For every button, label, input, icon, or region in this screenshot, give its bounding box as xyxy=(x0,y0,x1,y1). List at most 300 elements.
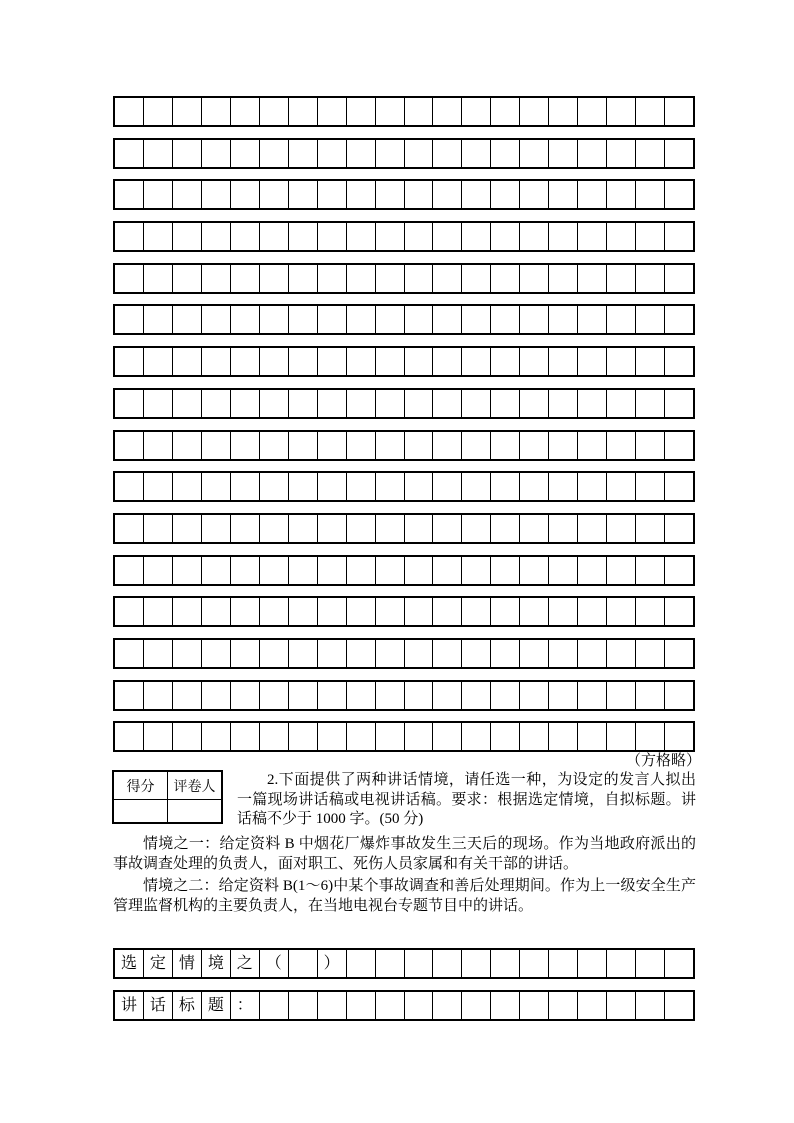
answer-grid-cell[interactable] xyxy=(115,98,143,125)
answer-grid-cell[interactable] xyxy=(461,348,490,375)
selected-scenario-cell[interactable] xyxy=(375,950,404,977)
answer-grid-cell[interactable] xyxy=(490,98,519,125)
answer-grid-cell[interactable] xyxy=(548,473,577,500)
answer-grid-cell[interactable] xyxy=(432,473,461,500)
selected-scenario-cell[interactable] xyxy=(432,950,461,977)
answer-grid-cell[interactable] xyxy=(143,223,172,250)
answer-grid-cell[interactable] xyxy=(432,723,461,750)
answer-grid-cell[interactable] xyxy=(461,306,490,333)
answer-grid-cell[interactable] xyxy=(519,140,548,167)
answer-grid-cell[interactable] xyxy=(288,140,317,167)
answer-grid-cell[interactable] xyxy=(230,265,259,292)
answer-grid-cell[interactable] xyxy=(346,598,375,625)
speech-title-cell[interactable] xyxy=(346,992,375,1019)
answer-grid-cell[interactable] xyxy=(172,432,201,459)
answer-grid-cell[interactable] xyxy=(375,432,404,459)
selected-scenario-cell[interactable]: 之 xyxy=(230,950,259,977)
answer-grid-cell[interactable] xyxy=(577,723,606,750)
answer-grid-cell[interactable] xyxy=(664,223,693,250)
answer-grid-cell[interactable] xyxy=(230,390,259,417)
answer-grid-cell[interactable] xyxy=(606,473,635,500)
answer-grid-cell[interactable] xyxy=(490,265,519,292)
answer-grid-cell[interactable] xyxy=(259,181,288,208)
answer-grid-cell[interactable] xyxy=(490,432,519,459)
answer-grid-cell[interactable] xyxy=(143,390,172,417)
answer-grid-cell[interactable] xyxy=(432,432,461,459)
answer-grid-cell[interactable] xyxy=(490,682,519,709)
answer-grid-cell[interactable] xyxy=(432,682,461,709)
answer-grid-cell[interactable] xyxy=(317,181,346,208)
answer-grid-cell[interactable] xyxy=(375,348,404,375)
answer-grid-cell[interactable] xyxy=(115,140,143,167)
answer-grid-cell[interactable] xyxy=(606,390,635,417)
answer-grid-cell[interactable] xyxy=(143,306,172,333)
answer-grid-cell[interactable] xyxy=(519,98,548,125)
answer-grid-cell[interactable] xyxy=(288,265,317,292)
answer-grid-cell[interactable] xyxy=(404,348,433,375)
answer-grid-cell[interactable] xyxy=(317,140,346,167)
answer-grid-cell[interactable] xyxy=(259,306,288,333)
answer-grid-cell[interactable] xyxy=(317,265,346,292)
answer-grid-cell[interactable] xyxy=(230,682,259,709)
answer-grid-cell[interactable] xyxy=(317,557,346,584)
speech-title-cell[interactable] xyxy=(577,992,606,1019)
speech-title-cell[interactable]: 话 xyxy=(143,992,172,1019)
answer-grid-cell[interactable] xyxy=(432,98,461,125)
answer-grid-cell[interactable] xyxy=(115,265,143,292)
answer-grid-cell[interactable] xyxy=(288,390,317,417)
answer-grid-cell[interactable] xyxy=(548,640,577,667)
answer-grid-cell[interactable] xyxy=(606,682,635,709)
answer-grid-cell[interactable] xyxy=(519,265,548,292)
answer-grid-cell[interactable] xyxy=(432,640,461,667)
answer-grid-cell[interactable] xyxy=(461,181,490,208)
answer-grid-cell[interactable] xyxy=(201,473,230,500)
answer-grid-cell[interactable] xyxy=(664,181,693,208)
answer-grid-cell[interactable] xyxy=(635,515,664,542)
answer-grid-cell[interactable] xyxy=(519,181,548,208)
answer-grid-cell[interactable] xyxy=(606,723,635,750)
answer-grid-cell[interactable] xyxy=(143,515,172,542)
answer-grid-cell[interactable] xyxy=(346,682,375,709)
answer-grid-cell[interactable] xyxy=(461,98,490,125)
answer-grid-cell[interactable] xyxy=(490,473,519,500)
answer-grid-cell[interactable] xyxy=(346,348,375,375)
answer-grid-cell[interactable] xyxy=(548,557,577,584)
speech-title-cell[interactable] xyxy=(404,992,433,1019)
answer-grid-cell[interactable] xyxy=(635,98,664,125)
answer-grid-cell[interactable] xyxy=(548,515,577,542)
answer-grid-cell[interactable] xyxy=(432,348,461,375)
answer-grid-cell[interactable] xyxy=(115,557,143,584)
answer-grid-cell[interactable] xyxy=(490,348,519,375)
answer-grid-cell[interactable] xyxy=(288,223,317,250)
answer-grid-cell[interactable] xyxy=(201,682,230,709)
answer-grid-cell[interactable] xyxy=(230,432,259,459)
selected-scenario-cell[interactable]: 定 xyxy=(143,950,172,977)
answer-grid-cell[interactable] xyxy=(461,390,490,417)
answer-grid-cell[interactable] xyxy=(548,723,577,750)
answer-grid-cell[interactable] xyxy=(375,598,404,625)
answer-grid-cell[interactable] xyxy=(346,98,375,125)
answer-grid-cell[interactable] xyxy=(288,98,317,125)
speech-title-cell[interactable] xyxy=(664,992,693,1019)
answer-grid-cell[interactable] xyxy=(288,432,317,459)
answer-grid-cell[interactable] xyxy=(432,390,461,417)
speech-title-cell[interactable] xyxy=(259,992,288,1019)
answer-grid-cell[interactable] xyxy=(346,181,375,208)
answer-grid-cell[interactable] xyxy=(259,557,288,584)
answer-grid-cell[interactable] xyxy=(461,265,490,292)
selected-scenario-cell[interactable]: （ xyxy=(259,950,288,977)
answer-grid-cell[interactable] xyxy=(548,306,577,333)
answer-grid-cell[interactable] xyxy=(404,265,433,292)
answer-grid-cell[interactable] xyxy=(577,223,606,250)
answer-grid-cell[interactable] xyxy=(230,181,259,208)
answer-grid-cell[interactable] xyxy=(606,515,635,542)
answer-grid-cell[interactable] xyxy=(404,515,433,542)
answer-grid-cell[interactable] xyxy=(432,181,461,208)
answer-grid-cell[interactable] xyxy=(577,140,606,167)
answer-grid-cell[interactable] xyxy=(172,265,201,292)
answer-grid-cell[interactable] xyxy=(490,515,519,542)
answer-grid-cell[interactable] xyxy=(143,473,172,500)
answer-grid-cell[interactable] xyxy=(115,348,143,375)
answer-grid-cell[interactable] xyxy=(461,640,490,667)
answer-grid-cell[interactable] xyxy=(404,682,433,709)
answer-grid-cell[interactable] xyxy=(519,682,548,709)
answer-grid-cell[interactable] xyxy=(519,432,548,459)
answer-grid-cell[interactable] xyxy=(143,348,172,375)
selected-scenario-cell[interactable] xyxy=(606,950,635,977)
answer-grid-cell[interactable] xyxy=(432,557,461,584)
grader-value-cell[interactable] xyxy=(168,800,223,824)
answer-grid-cell[interactable] xyxy=(317,682,346,709)
answer-grid-cell[interactable] xyxy=(172,98,201,125)
answer-grid-cell[interactable] xyxy=(115,306,143,333)
answer-grid-cell[interactable] xyxy=(259,98,288,125)
answer-grid-cell[interactable] xyxy=(461,682,490,709)
speech-title-cell[interactable]: ： xyxy=(230,992,259,1019)
answer-grid-cell[interactable] xyxy=(230,723,259,750)
answer-grid-cell[interactable] xyxy=(115,223,143,250)
answer-grid-cell[interactable] xyxy=(172,640,201,667)
answer-grid-cell[interactable] xyxy=(346,723,375,750)
answer-grid-cell[interactable] xyxy=(635,181,664,208)
answer-grid-cell[interactable] xyxy=(635,140,664,167)
answer-grid-cell[interactable] xyxy=(115,432,143,459)
answer-grid-cell[interactable] xyxy=(577,682,606,709)
answer-grid-cell[interactable] xyxy=(519,390,548,417)
answer-grid-cell[interactable] xyxy=(664,265,693,292)
answer-grid-cell[interactable] xyxy=(432,265,461,292)
answer-grid-cell[interactable] xyxy=(606,265,635,292)
answer-grid-cell[interactable] xyxy=(143,181,172,208)
answer-grid-cell[interactable] xyxy=(577,390,606,417)
speech-title-cell[interactable] xyxy=(375,992,404,1019)
answer-grid-cell[interactable] xyxy=(461,432,490,459)
answer-grid-cell[interactable] xyxy=(115,723,143,750)
answer-grid-cell[interactable] xyxy=(115,682,143,709)
answer-grid-cell[interactable] xyxy=(143,598,172,625)
answer-grid-cell[interactable] xyxy=(519,515,548,542)
answer-grid-cell[interactable] xyxy=(519,473,548,500)
answer-grid-cell[interactable] xyxy=(404,723,433,750)
answer-grid-cell[interactable] xyxy=(172,306,201,333)
answer-grid-cell[interactable] xyxy=(404,640,433,667)
answer-grid-cell[interactable] xyxy=(375,682,404,709)
answer-grid-cell[interactable] xyxy=(432,223,461,250)
answer-grid-cell[interactable] xyxy=(461,598,490,625)
selected-scenario-cell[interactable] xyxy=(288,950,317,977)
answer-grid-cell[interactable] xyxy=(346,473,375,500)
answer-grid-cell[interactable] xyxy=(230,640,259,667)
answer-grid-cell[interactable] xyxy=(201,306,230,333)
answer-grid-cell[interactable] xyxy=(230,223,259,250)
answer-grid-cell[interactable] xyxy=(172,473,201,500)
answer-grid-cell[interactable] xyxy=(259,640,288,667)
answer-grid-cell[interactable] xyxy=(606,98,635,125)
answer-grid-cell[interactable] xyxy=(635,598,664,625)
answer-grid-cell[interactable] xyxy=(115,390,143,417)
answer-grid-cell[interactable] xyxy=(432,306,461,333)
answer-grid-cell[interactable] xyxy=(664,140,693,167)
answer-grid-cell[interactable] xyxy=(346,390,375,417)
answer-grid-cell[interactable] xyxy=(375,473,404,500)
answer-grid-cell[interactable] xyxy=(432,515,461,542)
answer-grid-cell[interactable] xyxy=(288,682,317,709)
answer-grid-cell[interactable] xyxy=(577,557,606,584)
answer-grid-cell[interactable] xyxy=(317,390,346,417)
answer-grid-cell[interactable] xyxy=(606,140,635,167)
answer-grid-cell[interactable] xyxy=(172,348,201,375)
answer-grid-cell[interactable] xyxy=(201,181,230,208)
selected-scenario-cell[interactable] xyxy=(346,950,375,977)
answer-grid-cell[interactable] xyxy=(230,557,259,584)
answer-grid-cell[interactable] xyxy=(375,640,404,667)
answer-grid-cell[interactable] xyxy=(404,473,433,500)
speech-title-cell[interactable]: 讲 xyxy=(120,997,137,1014)
answer-grid-cell[interactable] xyxy=(259,223,288,250)
speech-title-cell[interactable] xyxy=(548,992,577,1019)
answer-grid-cell[interactable] xyxy=(201,390,230,417)
answer-grid-cell[interactable] xyxy=(230,348,259,375)
answer-grid-cell[interactable] xyxy=(519,640,548,667)
answer-grid-cell[interactable] xyxy=(346,515,375,542)
answer-grid-cell[interactable] xyxy=(259,598,288,625)
answer-grid-cell[interactable] xyxy=(288,723,317,750)
answer-grid-cell[interactable] xyxy=(404,306,433,333)
answer-grid-cell[interactable] xyxy=(461,515,490,542)
answer-grid-cell[interactable] xyxy=(201,515,230,542)
answer-grid-cell[interactable] xyxy=(664,557,693,584)
speech-title-cell[interactable] xyxy=(317,992,346,1019)
answer-grid-cell[interactable] xyxy=(346,557,375,584)
answer-grid-cell[interactable] xyxy=(664,473,693,500)
answer-grid-cell[interactable] xyxy=(461,473,490,500)
speech-title-cell[interactable] xyxy=(606,992,635,1019)
answer-grid-cell[interactable] xyxy=(432,140,461,167)
answer-grid-cell[interactable] xyxy=(577,306,606,333)
answer-grid-cell[interactable] xyxy=(548,348,577,375)
answer-grid-cell[interactable] xyxy=(548,390,577,417)
answer-grid-cell[interactable] xyxy=(519,723,548,750)
answer-grid-cell[interactable] xyxy=(143,557,172,584)
answer-grid-cell[interactable] xyxy=(317,348,346,375)
answer-grid-cell[interactable] xyxy=(375,223,404,250)
answer-grid-cell[interactable] xyxy=(317,432,346,459)
selected-scenario-cell[interactable] xyxy=(461,950,490,977)
answer-grid-cell[interactable] xyxy=(519,557,548,584)
answer-grid-cell[interactable] xyxy=(375,557,404,584)
answer-grid-cell[interactable] xyxy=(548,432,577,459)
answer-grid-cell[interactable] xyxy=(548,181,577,208)
answer-grid-cell[interactable] xyxy=(172,140,201,167)
answer-grid-cell[interactable] xyxy=(577,98,606,125)
selected-scenario-cell[interactable] xyxy=(519,950,548,977)
answer-grid-cell[interactable] xyxy=(404,223,433,250)
answer-grid-cell[interactable] xyxy=(115,640,143,667)
selected-scenario-cell[interactable]: 境 xyxy=(201,950,230,977)
answer-grid-cell[interactable] xyxy=(143,640,172,667)
answer-grid-cell[interactable] xyxy=(317,598,346,625)
answer-grid-cell[interactable] xyxy=(404,181,433,208)
answer-grid-cell[interactable] xyxy=(172,390,201,417)
answer-grid-cell[interactable] xyxy=(664,723,693,750)
speech-title-cell[interactable]: 题 xyxy=(201,992,230,1019)
answer-grid-cell[interactable] xyxy=(461,557,490,584)
answer-grid-cell[interactable] xyxy=(548,98,577,125)
selected-scenario-cell[interactable]: 情 xyxy=(172,950,201,977)
answer-grid-cell[interactable] xyxy=(346,640,375,667)
answer-grid-cell[interactable] xyxy=(519,223,548,250)
answer-grid-cell[interactable] xyxy=(375,515,404,542)
answer-grid-cell[interactable] xyxy=(172,515,201,542)
answer-grid-cell[interactable] xyxy=(519,348,548,375)
answer-grid-cell[interactable] xyxy=(172,223,201,250)
answer-grid-cell[interactable] xyxy=(548,223,577,250)
answer-grid-cell[interactable] xyxy=(635,265,664,292)
answer-grid-cell[interactable] xyxy=(346,223,375,250)
answer-grid-cell[interactable] xyxy=(577,348,606,375)
answer-grid-cell[interactable] xyxy=(115,181,143,208)
speech-title-cell[interactable] xyxy=(432,992,461,1019)
answer-grid-cell[interactable] xyxy=(317,306,346,333)
answer-grid-cell[interactable] xyxy=(172,557,201,584)
speech-title-cell[interactable] xyxy=(635,992,664,1019)
answer-grid-cell[interactable] xyxy=(288,181,317,208)
answer-grid-cell[interactable] xyxy=(172,181,201,208)
answer-grid-cell[interactable] xyxy=(115,473,143,500)
answer-grid-cell[interactable] xyxy=(375,723,404,750)
answer-grid-cell[interactable] xyxy=(346,432,375,459)
answer-grid-cell[interactable] xyxy=(664,640,693,667)
answer-grid-cell[interactable] xyxy=(519,306,548,333)
answer-grid-cell[interactable] xyxy=(664,306,693,333)
answer-grid-cell[interactable] xyxy=(664,432,693,459)
answer-grid-cell[interactable] xyxy=(606,348,635,375)
answer-grid-cell[interactable] xyxy=(606,598,635,625)
answer-grid-cell[interactable] xyxy=(259,140,288,167)
answer-grid-cell[interactable] xyxy=(635,223,664,250)
answer-grid-cell[interactable] xyxy=(288,306,317,333)
answer-grid-cell[interactable] xyxy=(230,306,259,333)
answer-grid-cell[interactable] xyxy=(635,306,664,333)
selected-scenario-cell[interactable] xyxy=(635,950,664,977)
answer-grid-cell[interactable] xyxy=(201,640,230,667)
answer-grid-cell[interactable] xyxy=(404,432,433,459)
answer-grid-cell[interactable] xyxy=(259,723,288,750)
answer-grid-cell[interactable] xyxy=(490,306,519,333)
answer-grid-cell[interactable] xyxy=(201,723,230,750)
answer-grid-cell[interactable] xyxy=(317,223,346,250)
answer-grid-cell[interactable] xyxy=(143,265,172,292)
answer-grid-cell[interactable] xyxy=(115,515,143,542)
selected-scenario-cell[interactable] xyxy=(490,950,519,977)
answer-grid-cell[interactable] xyxy=(375,140,404,167)
answer-grid-cell[interactable] xyxy=(519,598,548,625)
answer-grid-cell[interactable] xyxy=(259,432,288,459)
answer-grid-cell[interactable] xyxy=(404,598,433,625)
answer-grid-cell[interactable] xyxy=(317,640,346,667)
answer-grid-cell[interactable] xyxy=(635,723,664,750)
answer-grid-cell[interactable] xyxy=(490,598,519,625)
answer-grid-cell[interactable] xyxy=(201,223,230,250)
answer-grid-cell[interactable] xyxy=(404,557,433,584)
answer-grid-cell[interactable] xyxy=(664,390,693,417)
selected-scenario-cell[interactable] xyxy=(404,950,433,977)
answer-grid-cell[interactable] xyxy=(664,598,693,625)
speech-title-cell[interactable] xyxy=(461,992,490,1019)
answer-grid-cell[interactable] xyxy=(201,432,230,459)
answer-grid-cell[interactable] xyxy=(664,348,693,375)
answer-grid-cell[interactable] xyxy=(606,432,635,459)
answer-grid-cell[interactable] xyxy=(317,98,346,125)
answer-grid-cell[interactable] xyxy=(230,140,259,167)
answer-grid-cell[interactable] xyxy=(346,265,375,292)
answer-grid-cell[interactable] xyxy=(606,306,635,333)
answer-grid-cell[interactable] xyxy=(375,390,404,417)
answer-grid-cell[interactable] xyxy=(635,640,664,667)
answer-grid-cell[interactable] xyxy=(143,140,172,167)
answer-grid-cell[interactable] xyxy=(201,98,230,125)
answer-grid-cell[interactable] xyxy=(288,515,317,542)
answer-grid-cell[interactable] xyxy=(259,682,288,709)
answer-grid-cell[interactable] xyxy=(606,557,635,584)
answer-grid-cell[interactable] xyxy=(461,140,490,167)
answer-grid-cell[interactable] xyxy=(230,598,259,625)
answer-grid-cell[interactable] xyxy=(115,598,143,625)
selected-scenario-cell[interactable] xyxy=(664,950,693,977)
answer-grid-cell[interactable] xyxy=(172,598,201,625)
answer-grid-cell[interactable] xyxy=(606,181,635,208)
answer-grid-cell[interactable] xyxy=(548,265,577,292)
answer-grid-cell[interactable] xyxy=(143,432,172,459)
answer-grid-cell[interactable] xyxy=(635,557,664,584)
answer-grid-cell[interactable] xyxy=(490,140,519,167)
answer-grid-cell[interactable] xyxy=(548,598,577,625)
answer-grid-cell[interactable] xyxy=(259,390,288,417)
selected-scenario-cell[interactable] xyxy=(577,950,606,977)
answer-grid-cell[interactable] xyxy=(230,473,259,500)
answer-grid-cell[interactable] xyxy=(346,140,375,167)
answer-grid-cell[interactable] xyxy=(635,473,664,500)
score-value-cell[interactable] xyxy=(113,800,168,824)
answer-grid-cell[interactable] xyxy=(577,432,606,459)
answer-grid-cell[interactable] xyxy=(375,306,404,333)
answer-grid-cell[interactable] xyxy=(490,390,519,417)
answer-grid-cell[interactable] xyxy=(490,557,519,584)
